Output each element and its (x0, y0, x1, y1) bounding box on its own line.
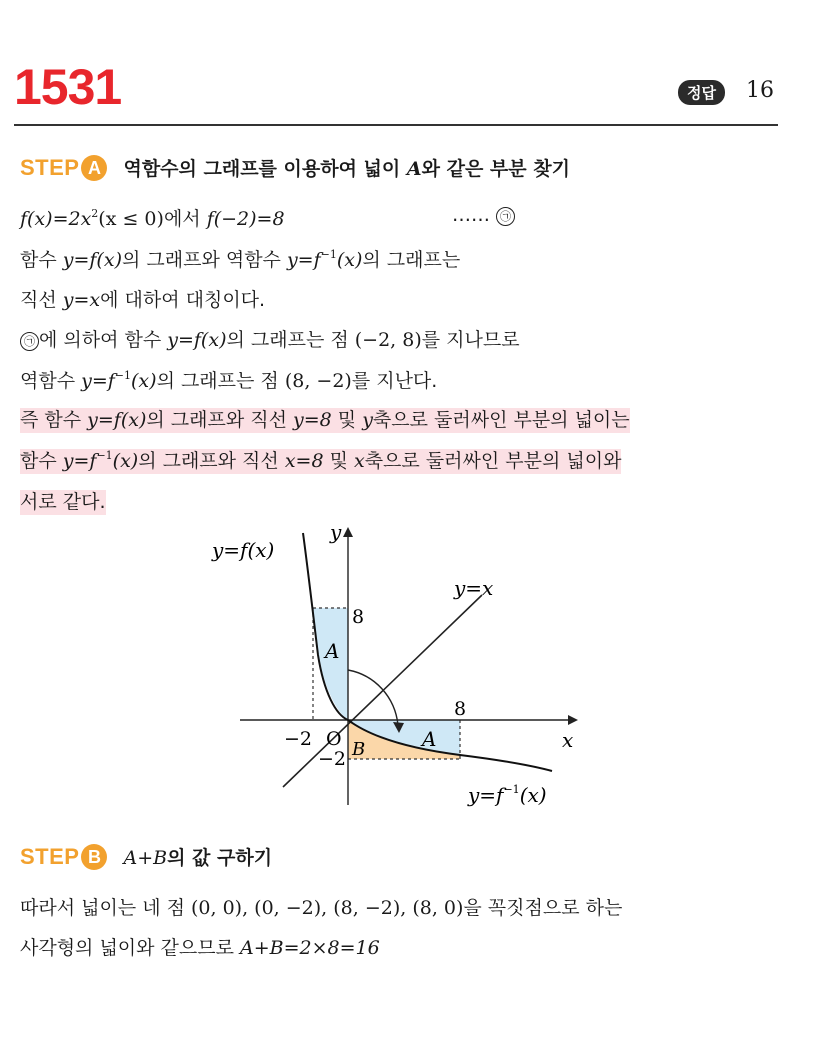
math: y=f (62, 450, 97, 472)
math: (−2, 8) (354, 329, 422, 351)
step-a-title-var: A (406, 158, 422, 180)
math: y=f (286, 249, 321, 271)
problem-number: 1531 (14, 59, 122, 115)
math: (x) (112, 450, 139, 472)
math: y=f(x) (62, 249, 122, 271)
highlight-span (20, 449, 621, 474)
math: (x) (131, 370, 157, 392)
text: 를 지나므로 (421, 329, 520, 351)
text: 따라서 넓이는 네 점 (20, 897, 191, 919)
marker-giyeok: ㉠ (20, 332, 39, 351)
answer-value: 16 (746, 78, 774, 103)
step-a-line-5 (20, 366, 437, 393)
math: y=8 (293, 409, 332, 431)
step-a-line-1 (20, 204, 285, 231)
text: 사각형의 넓이와 같으므로 (20, 937, 241, 959)
text: 즉 함수 (20, 409, 88, 431)
eq-exp: 2 (91, 207, 99, 220)
math: x=8 (284, 450, 324, 472)
eq-f-neg2: f(−2)=8 (206, 208, 285, 230)
y-axis-arrow (343, 527, 353, 537)
step-a-letter: A (81, 155, 107, 181)
math: y=f(x) (87, 409, 147, 431)
label-f-inverse-b: (x) (519, 783, 547, 807)
math: y=f (81, 370, 115, 392)
math-exp: −1 (114, 369, 132, 382)
step-a-heading (20, 154, 570, 181)
step-b-heading (20, 843, 272, 870)
label-f-inverse (467, 783, 547, 807)
label-f-inverse-a: y=f (468, 783, 504, 807)
step-b-title (123, 843, 272, 870)
step-b-letter: B (81, 844, 107, 870)
text: 함수 (20, 450, 63, 472)
step-a-word: STEP (20, 154, 80, 180)
math-exp: −1 (320, 248, 337, 261)
eq-text: 에서 (163, 208, 207, 230)
tick-y-8: 8 (352, 606, 365, 628)
math: A+B=2×8=16 (240, 937, 380, 959)
highlight-line-3 (20, 487, 106, 514)
origin-label: O (326, 728, 342, 750)
answer-badge: 정답 (678, 80, 725, 105)
step-b-title-math: A+B (123, 847, 168, 869)
text: 축으로 둘러싸인 부분의 넓이는 (372, 409, 630, 431)
label-f-inverse-exp: −1 (503, 783, 520, 796)
x-axis-arrow (568, 715, 578, 725)
text: 의 그래프는 점 (226, 329, 355, 351)
axis-label-x: x (562, 728, 574, 752)
math: y=f(x) (167, 329, 227, 351)
marker-giyeok: ㉠ (496, 207, 515, 226)
region-A-left (313, 608, 348, 720)
step-a-line-1-tag (452, 204, 515, 226)
eq-fx: f(x)=2x (20, 208, 92, 230)
text: 를 지난다. (351, 370, 438, 392)
tick-y-neg2: −2 (318, 748, 347, 770)
step-b-line-1 (20, 893, 622, 920)
step-a-title-pre: 역함수의 그래프를 이용하여 넓이 (123, 158, 407, 180)
text: 의 그래프와 직선 (138, 450, 285, 472)
axis-label-y: y (330, 520, 342, 544)
step-a-title-post: 와 같은 부분 찾기 (421, 158, 570, 180)
step-a-line-2 (20, 245, 460, 272)
highlight-line-1 (20, 405, 630, 432)
tick-x-neg2: −2 (284, 728, 313, 750)
label-f: y=f(x) (212, 538, 275, 562)
highlight-span (20, 408, 630, 433)
highlight-span: 서로 같다. (20, 491, 106, 513)
text: 축으로 둘러싸인 부분의 넓이와 (364, 450, 622, 472)
region-label-A-left: A (325, 639, 340, 663)
text: 역함수 (20, 370, 82, 392)
text: 의 그래프는 점 (156, 370, 285, 392)
text: 에 의하여 함수 (39, 329, 168, 351)
text: 의 그래프는 (362, 249, 461, 271)
text: 및 (323, 450, 354, 472)
math: y (362, 409, 373, 431)
math-exp: −1 (96, 449, 113, 462)
math: (x) (336, 249, 363, 271)
header-divider (14, 124, 778, 126)
step-b-line-2 (20, 933, 380, 960)
step-a-line-4 (20, 325, 520, 352)
highlight-line-2 (20, 446, 621, 473)
math: y=x (62, 289, 101, 311)
tick-x-8: 8 (454, 698, 467, 720)
math: (8, −2) (284, 370, 352, 392)
text: 직선 (20, 289, 63, 311)
text: 의 그래프와 역함수 (121, 249, 287, 271)
text: 의 그래프와 직선 (146, 409, 293, 431)
step-b-title-post: 의 값 구하기 (167, 847, 273, 869)
dots: …… (452, 204, 490, 226)
text: 을 꼭짓점으로 하는 (463, 897, 623, 919)
eq-condition: (x ≤ 0) (98, 208, 164, 230)
text: 에 대하여 대칭이다. (100, 289, 266, 311)
math: x (353, 450, 365, 472)
label-y-equals-x: y=x (454, 576, 494, 600)
step-a-line-3 (20, 285, 265, 312)
graph-figure (200, 515, 600, 815)
region-label-B: B (352, 739, 366, 760)
math: (0, 0), (0, −2), (8, −2), (8, 0) (191, 897, 464, 919)
text: 함수 (20, 249, 63, 271)
region-label-A-right: A (422, 727, 437, 751)
step-b-word: STEP (20, 843, 80, 869)
step-a-title (123, 154, 570, 181)
text: 및 (331, 409, 363, 431)
